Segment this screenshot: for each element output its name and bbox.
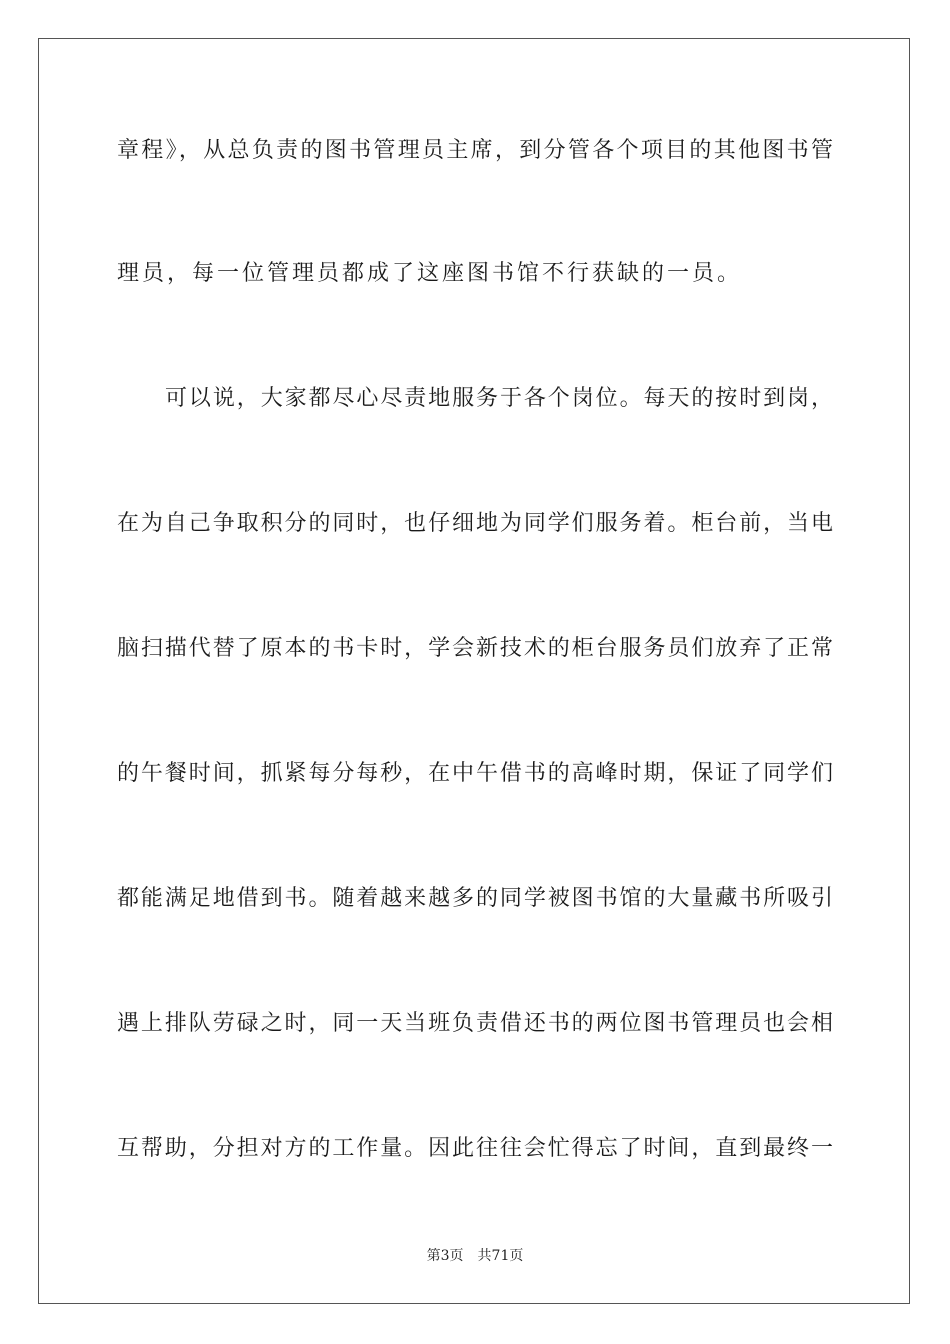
body-text-line: 理员，每一位管理员都成了这座图书馆不行获缺的一员。 bbox=[117, 261, 743, 286]
body-text-line: 的午餐时间，抓紧每分每秒，在中午借书的高峰时期，保证了同学们 bbox=[117, 761, 833, 786]
page-total: 共71页 bbox=[477, 1248, 524, 1264]
body-text-line: 互帮助，分担对方的工作量。因此往往会忙得忘了时间，直到最终一 bbox=[117, 1136, 833, 1161]
body-text-line: 脑扫描代替了原本的书卡时，学会新技术的柜台服务员们放弃了正常 bbox=[117, 636, 833, 661]
paragraph-first-line: 可以说，大家都尽心尽责地服务于各个岗位。每天的按时到岗， bbox=[165, 386, 833, 411]
body-text-line: 遇上排队劳碌之时，同一天当班负责借还书的两位图书管理员也会相 bbox=[117, 1011, 833, 1036]
body-text-line: 都能满足地借到书。随着越来越多的同学被图书馆的大量藏书所吸引 bbox=[117, 886, 833, 911]
page-border bbox=[38, 38, 910, 1304]
body-text-line: 在为自己争取积分的同时，也仔细地为同学们服务着。柜台前，当电 bbox=[117, 511, 833, 536]
page-number: 第3页 bbox=[426, 1248, 464, 1264]
body-text-line: 章程》，从总负责的图书管理员主席，到分管各个项目的其他图书管 bbox=[117, 138, 833, 163]
page-footer bbox=[0, 1246, 950, 1266]
